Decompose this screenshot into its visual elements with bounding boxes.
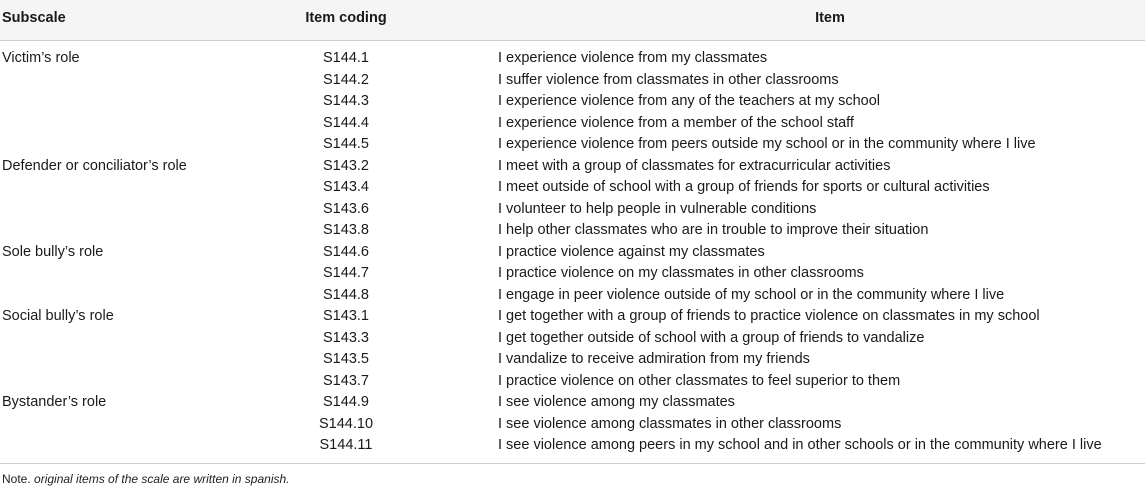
cell-item-coding: S143.1: [323, 308, 369, 324]
cell-subscale: Bystander’s role: [2, 394, 107, 410]
cell-item: I see violence among peers in my school and in other schools or in the community where I live: [498, 437, 1102, 453]
table-row: [0, 134, 1145, 156]
cell-item-coding: S144.9: [323, 394, 369, 410]
table-row: [0, 48, 1145, 70]
cell-item: I experience violence from a member of the school staff: [498, 114, 854, 131]
cell-item-coding: S144.10: [318, 415, 374, 432]
table-row: [0, 220, 1145, 242]
cell-item: I engage in peer violence outside of my school or in the community where I live: [498, 286, 1005, 303]
table-bottom-rule: [0, 463, 1145, 464]
cell-item: I practice violence on other classmates to feel superior to them: [498, 372, 901, 389]
cell-item-coding: S144.7: [323, 265, 369, 281]
table-row: [0, 70, 1145, 92]
table-row: [0, 199, 1145, 221]
cell-subscale: Victim’s role: [2, 50, 80, 66]
cell-item-coding: S144.8: [323, 286, 369, 303]
cell-item: I experience violence from any of the teachers at my school: [498, 93, 881, 109]
table-row: [0, 392, 1145, 414]
cell-item: I experience violence from peers outside my school or in the community where I live: [498, 136, 1036, 152]
cell-item-coding: S143.6: [323, 200, 369, 217]
table-row: [0, 242, 1145, 264]
table-header: [0, 0, 1145, 41]
cell-item-coding: S143.2: [323, 157, 369, 174]
cell-item-coding: S143.5: [323, 351, 369, 367]
cell-item: I meet outside of school with a group of friends for sports or cultural activities: [498, 179, 990, 195]
header-item-coding: Item coding: [305, 10, 387, 26]
cell-item-coding: S144.1: [323, 50, 369, 66]
cell-item-coding: S144.11: [319, 437, 373, 453]
cell-item-coding: S144.3: [323, 93, 369, 109]
cell-item-coding: S144.5: [323, 136, 369, 152]
cell-item: I vandalize to receive admiration from my friends: [498, 351, 810, 367]
table-row: [0, 156, 1145, 178]
cell-item: I meet with a group of classmates for extracurricular activities: [498, 157, 891, 174]
header-item: Item: [815, 10, 845, 26]
table-row: [0, 435, 1145, 457]
cell-item-coding: S143.4: [323, 179, 369, 195]
cell-item: I practice violence on my classmates in other classrooms: [498, 265, 864, 281]
table-row: [0, 285, 1145, 307]
table-note: [2, 472, 290, 486]
header-subscale: Subscale: [2, 10, 66, 26]
cell-item: I see violence among my classmates: [498, 394, 735, 410]
cell-item-coding: S144.6: [323, 243, 369, 260]
table-row: [0, 113, 1145, 135]
cell-item: I get together with a group of friends to practice violence on classmates in my school: [498, 308, 1040, 324]
table-row: [0, 306, 1145, 328]
cell-item: I volunteer to help people in vulnerable conditions: [498, 200, 817, 217]
cell-subscale: Defender or conciliator’s role: [2, 157, 187, 174]
cell-item-coding: S144.2: [323, 71, 369, 88]
cell-item: I get together outside of school with a group of friends to vandalize: [498, 329, 925, 346]
table-row: [0, 414, 1145, 436]
cell-item-coding: S143.3: [323, 329, 369, 346]
cell-item-coding: S143.7: [323, 372, 369, 389]
table-row: [0, 349, 1145, 371]
cell-item: I help other classmates who are in trouble to improve their situation: [498, 222, 929, 238]
table-row: [0, 328, 1145, 350]
cell-item: I practice violence against my classmates: [498, 243, 765, 260]
cell-item: I see violence among classmates in other classrooms: [498, 415, 842, 432]
table-row: [0, 371, 1145, 393]
cell-item-coding: S143.8: [323, 222, 369, 238]
cell-subscale: Sole bully’s role: [2, 243, 104, 260]
table-row: [0, 263, 1145, 285]
table-row: [0, 177, 1145, 199]
note-label: Note.: [2, 472, 31, 486]
cell-item: I experience violence from my classmates: [498, 50, 768, 66]
cell-item-coding: S144.4: [323, 114, 369, 131]
cell-subscale: Social bully’s role: [2, 308, 114, 324]
cell-item: I suffer violence from classmates in other classrooms: [498, 71, 839, 88]
table-row: [0, 91, 1145, 113]
note-text: original items of the scale are written in spanish.: [34, 472, 290, 486]
